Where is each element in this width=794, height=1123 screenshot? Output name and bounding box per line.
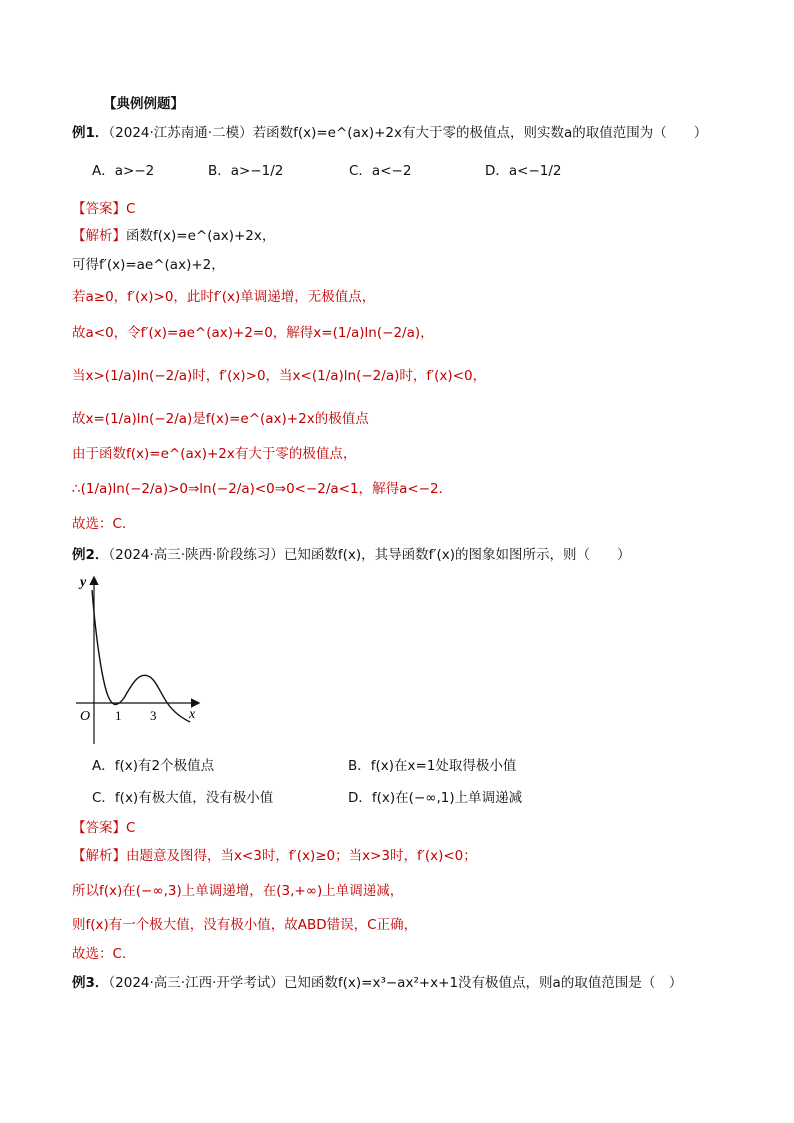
- example-1-stem: [72, 124, 707, 142]
- answer-value: C: [126, 201, 136, 217]
- example-3-label: 例3．: [72, 975, 109, 991]
- example-1-analysis-line-9: 故选：C．: [72, 516, 136, 532]
- example-1-analysis-line-7: 由于函数f(x)=e^(ax)+2x有大于零的极值点，: [72, 446, 357, 462]
- x-axis-label: x: [189, 707, 196, 722]
- answer-label: 【答案】: [72, 820, 126, 836]
- answer-label: 【答案】: [72, 201, 126, 217]
- example-2-analysis-line-4: 故选：C.: [72, 946, 127, 962]
- example-2-analysis-line-3: 则f(x)有一个极大值，没有极小值，故ABD错误，C正确，: [72, 917, 418, 933]
- example-1-analysis-line-8: ∴(1/a)ln(−2/a)>0⇒ln(−2/a)<0⇒0<−2/a<1，解得a<−2．: [72, 481, 453, 497]
- tick-label-1: 1: [115, 708, 122, 723]
- origin-label: O: [80, 709, 91, 724]
- derivative-graph: [68, 568, 208, 748]
- analysis-label: 【解析】: [72, 228, 126, 244]
- example-1-analysis-line-5: 当x>(1/a)ln(−2/a)时，f′(x)>0，当x<(1/a)ln(−2/a)时，f′(x)<0，: [72, 368, 487, 384]
- example-1-analysis-line-3: 若a≥0，f′(x)>0，此时f′(x)单调递增，无极值点，: [72, 289, 376, 305]
- example-1-question: （2024·江苏南通·二模）若函数f(x)=e^(ax)+2x有大于零的极值点，则实数a的取值范围为（ ）: [108, 125, 708, 141]
- example-1-analysis-line-4: 故a<0，令f′(x)=ae^(ax)+2=0，解得x=(1/a)ln(−2/a)，: [72, 325, 434, 341]
- example-1-analysis-line-1: [72, 227, 275, 245]
- example-2-label: 例2．: [72, 547, 109, 563]
- example-1-option-b: B．a>−1/2: [208, 163, 284, 179]
- analysis-label: 【解析】: [72, 848, 126, 864]
- example-2-answer: [72, 819, 135, 837]
- derivative-curve: [92, 590, 190, 722]
- example-1-analysis-line-6: 故x=(1/a)ln(−2/a)是f(x)=e^(ax)+2x的极值点: [72, 411, 369, 427]
- section-title: 【典例例题】: [103, 96, 184, 112]
- example-3-question: （2024·高三·江西·开学考试）已知函数f(x)=x³−ax²+x+1没有极值点，则a的取值范围是（ ）: [108, 975, 683, 991]
- example-2-analysis-line-1: [72, 847, 477, 865]
- analysis-step: 函数f(x)=e^(ax)+2x，: [126, 228, 276, 244]
- tick-label-3: 3: [150, 708, 157, 723]
- example-2-question: （2024·高三·陕西·阶段练习）已知函数f(x)，其导函数f′(x)的图象如图所示，则（ ）: [108, 547, 631, 563]
- example-3-stem: [72, 974, 682, 992]
- answer-value: C: [126, 820, 136, 836]
- example-2-option-d: D．f(x)在(−∞,1)上单调递减: [348, 790, 523, 806]
- example-1-label: 例1．: [72, 125, 109, 141]
- example-1-analysis-line-2: 可得f′(x)=ae^(ax)+2，: [72, 257, 225, 273]
- example-2-option-a: A．f(x)有2个极值点: [92, 758, 215, 774]
- example-2-option-b: B．f(x)在x=1处取得极小值: [348, 758, 517, 774]
- example-1-option-d: D．a<−1/2: [485, 163, 562, 179]
- y-axis-label: y: [80, 575, 87, 590]
- example-2-option-c: C．f(x)有极大值，没有极小值: [92, 790, 274, 806]
- example-1-option-c: C．a<−2: [349, 163, 412, 179]
- example-2-stem: [72, 546, 631, 564]
- example-2-analysis-line-2: 所以f(x)在(−∞,3)上单调递增，在(3,+∞)上单调递减，: [72, 883, 404, 899]
- analysis-step: 由题意及图得，当x<3时，f′(x)≥0；当x>3时，f′(x)<0；: [126, 848, 477, 864]
- example-1-answer: [72, 200, 135, 218]
- example-1-option-a: A．a>−2: [92, 163, 155, 179]
